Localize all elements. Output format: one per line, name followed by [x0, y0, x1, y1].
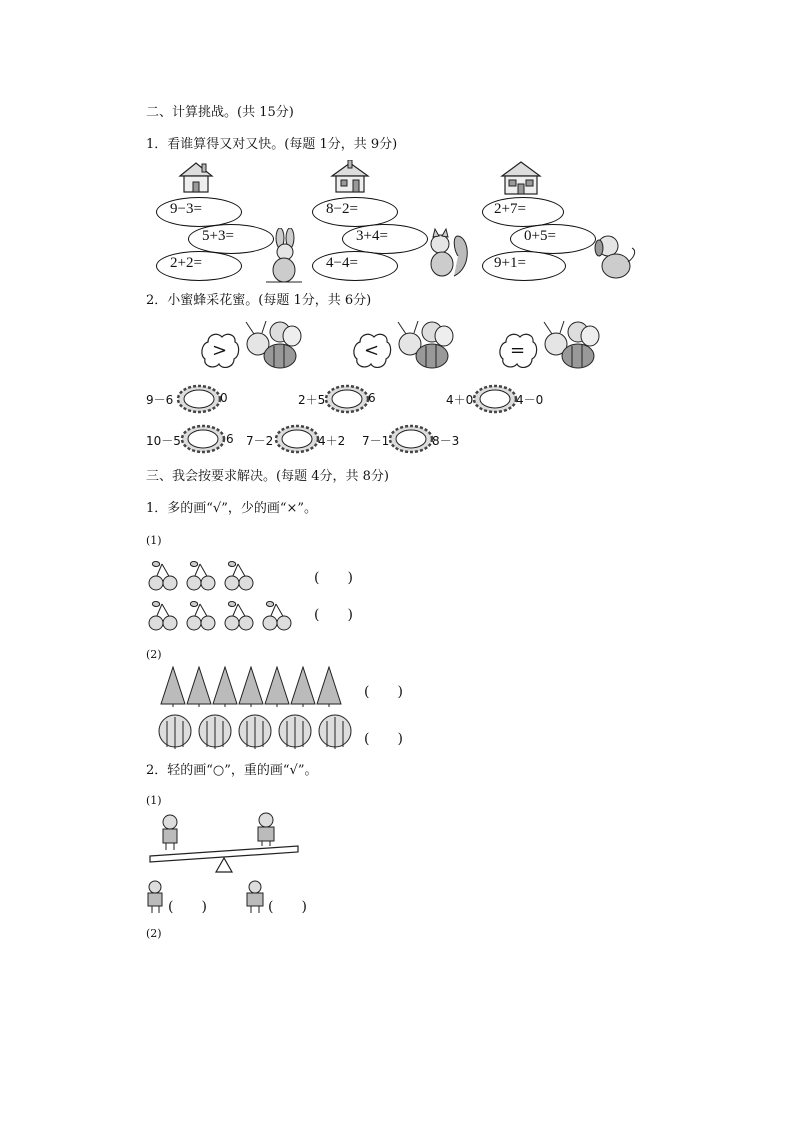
tree-icon [291, 667, 315, 707]
compare-left: 7－2 [246, 434, 274, 448]
willow-icon [279, 715, 311, 749]
part-label: (1) [146, 794, 162, 807]
compare-right: 6 [226, 432, 234, 446]
trees-row [160, 666, 350, 712]
equation-text: 0+5= [524, 228, 556, 244]
bee-sign-group [498, 318, 608, 376]
answer-blank[interactable]: ( ) [314, 570, 353, 586]
equation-text: 9−3= [170, 201, 202, 217]
cherry-icon [149, 561, 177, 590]
willow-icon [319, 715, 351, 749]
section2-title: 二、计算挑战。(共 15分) [146, 105, 294, 120]
bee-icon [534, 318, 606, 374]
bee-sign-group [352, 318, 462, 376]
house-icon [178, 160, 214, 194]
tree-icon [317, 667, 341, 707]
compare-left: 4＋0 [446, 393, 474, 407]
cherry-icon-row [148, 558, 268, 592]
comparison-sign: < [364, 340, 380, 361]
cherry-icon [187, 561, 215, 590]
cherry-icon [187, 601, 215, 630]
flower-blank[interactable] [388, 424, 434, 454]
squirrel-icon [424, 228, 472, 278]
seesaw-illustration [146, 812, 306, 878]
part-label: (2) [146, 927, 162, 940]
cherry-icon [225, 601, 253, 630]
compare-right: 4＋2 [318, 434, 346, 448]
bee-sign-group [200, 318, 310, 376]
answer-blank[interactable]: ( ) [314, 607, 353, 623]
child-icon [163, 815, 177, 850]
part-label: (2) [146, 648, 162, 661]
flower-blank[interactable] [180, 424, 226, 454]
answer-blank[interactable]: ( ) [364, 684, 403, 700]
tree-icon [213, 667, 237, 707]
willows-row [158, 713, 358, 757]
rabbit-icon [262, 228, 308, 284]
dog-icon [592, 232, 638, 280]
house-icon [330, 160, 370, 194]
s3-q2-title: 2．轻的画“○”，重的画“√”。 [146, 763, 318, 778]
s3-q1-title: 1．多的画“√”，少的画“×”。 [146, 501, 318, 516]
compare-left: 9－6 [146, 393, 174, 407]
answer-blank[interactable]: ( ) [268, 899, 307, 915]
equation-text: 2+2= [170, 255, 202, 271]
q1-title: 1．看谁算得又对又快。(每题 1分，共 9分) [146, 137, 398, 152]
equation-text: 8−2= [326, 201, 358, 217]
part-label: (1) [146, 534, 162, 547]
flower-blank[interactable] [472, 384, 518, 414]
cherry-icon [263, 601, 291, 630]
flower-blank[interactable] [274, 424, 320, 454]
equation-text: 3+4= [356, 228, 388, 244]
cherry-icon [149, 601, 177, 630]
cherry-icon-row [148, 598, 308, 632]
compare-left: 2＋5 [298, 393, 326, 407]
flower-blank[interactable] [324, 384, 370, 414]
compare-right: 4－0 [516, 393, 544, 407]
compare-left: 10－5 [146, 434, 181, 448]
flower-blank[interactable] [176, 384, 222, 414]
tree-icon [239, 667, 263, 707]
compare-right: 8－3 [432, 434, 460, 448]
child-icon [242, 880, 268, 914]
equation-text: 2+7= [494, 201, 526, 217]
answer-blank[interactable]: ( ) [168, 899, 207, 915]
house-icon [500, 160, 542, 196]
tree-icon [265, 667, 289, 707]
willow-icon [159, 715, 191, 749]
willow-icon [239, 715, 271, 749]
compare-left: 7－1 [362, 434, 390, 448]
q2-title: 2．小蜜蜂采花蜜。(每题 1分，共 6分) [146, 293, 372, 308]
answer-blank[interactable]: ( ) [364, 731, 403, 747]
cherries-row [148, 598, 308, 636]
section3-title: 三、我会按要求解决。(每题 4分，共 8分) [146, 469, 389, 484]
compare-right: 6 [368, 391, 376, 405]
child-icon [258, 813, 274, 846]
willow-icon-row [158, 713, 358, 753]
cherry-icon [225, 561, 253, 590]
equation-text: 9+1= [494, 255, 526, 271]
bee-icon [388, 318, 460, 374]
compare-right: 0 [220, 391, 228, 405]
comparison-sign: = [510, 340, 526, 361]
tree-icon [161, 667, 185, 707]
comparison-sign: > [212, 340, 228, 361]
bee-icon [236, 318, 308, 374]
willow-icon [199, 715, 231, 749]
cherries-row [148, 558, 268, 596]
tree-icon [187, 667, 211, 707]
tree-icon-row [160, 666, 350, 708]
equation-text: 5+3= [202, 228, 234, 244]
equation-text: 4−4= [326, 255, 358, 271]
child-icon [144, 880, 166, 914]
